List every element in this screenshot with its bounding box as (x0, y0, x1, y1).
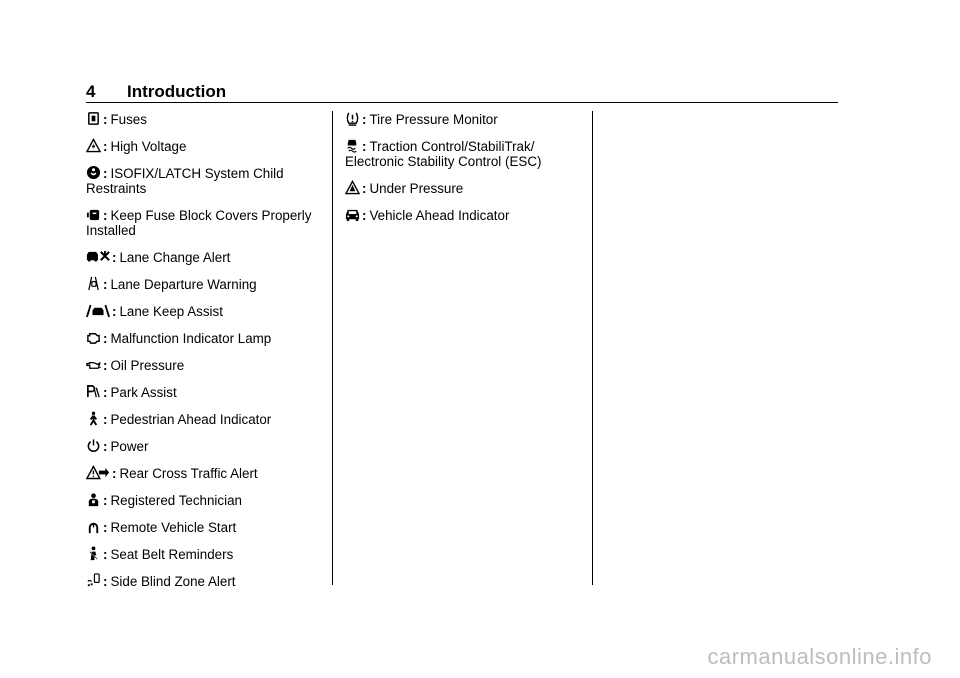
list-item-label: Remote Vehicle Start (110, 520, 237, 535)
list-item-label: Power (110, 439, 149, 454)
vehicle-ahead-icon (345, 207, 360, 222)
list-item: : Pedestrian Ahead Indicator (86, 411, 322, 427)
list-item: : Remote Vehicle Start (86, 519, 322, 535)
page-header (86, 81, 838, 103)
column-divider (332, 111, 333, 585)
list-item-label: Tire Pressure Monitor (369, 112, 498, 127)
list-item: : ISOFIX/LATCH System Child Restraints (86, 166, 284, 196)
list-item-label: Fuses (110, 112, 147, 127)
engine-icon (86, 330, 101, 345)
lane-departure-icon (86, 276, 101, 291)
power-icon (86, 438, 101, 453)
list-item-label: Under Pressure (369, 181, 464, 196)
list-item-label: Lane Change Alert (119, 250, 231, 265)
park-assist-icon (86, 384, 101, 399)
list-item-label: Seat Belt Reminders (110, 547, 234, 562)
list-item: : Registered Technician (86, 492, 322, 508)
under-pressure-icon (345, 180, 360, 195)
side-blind-zone-icon (86, 573, 101, 588)
fuse-icon (86, 111, 101, 126)
pedestrian-icon (86, 411, 101, 426)
traction-control-icon (345, 138, 360, 153)
list-item: : Power (86, 438, 322, 454)
column-divider (592, 111, 593, 585)
list-item: : Lane Departure Warning (86, 276, 322, 292)
list-item: : Keep Fuse Block Covers Properly Installed (86, 208, 312, 238)
list-item-label: High Voltage (110, 139, 187, 154)
list-item: : Lane Change Alert (86, 249, 322, 265)
seat-belt-icon (86, 546, 101, 561)
list-item: : High Voltage (86, 138, 322, 154)
list-item: : Side Blind Zone Alert (86, 573, 322, 589)
list-item-label: Lane Departure Warning (110, 277, 257, 292)
list-item-label: Pedestrian Ahead Indicator (110, 412, 272, 427)
list-item: : Seat Belt Reminders (86, 546, 322, 562)
technician-icon (86, 492, 101, 507)
rear-cross-traffic-icon (86, 465, 110, 480)
list-item: : Rear Cross Traffic Alert (86, 465, 322, 481)
list-item: : Under Pressure (345, 180, 581, 196)
list-item-label: Rear Cross Traffic Alert (119, 466, 258, 481)
page-title: Introduction (127, 82, 227, 101)
fuse-block-cover-icon (86, 207, 101, 222)
left-column (86, 111, 322, 600)
list-item-label: Registered Technician (110, 493, 242, 508)
child-restraint-icon (86, 165, 101, 180)
list-item: : Tire Pressure Monitor (345, 111, 581, 127)
list-item: : Malfunction Indicator Lamp (86, 330, 322, 346)
list-item: : Oil Pressure (86, 357, 322, 373)
tire-pressure-icon (345, 111, 360, 126)
middle-column (345, 111, 581, 234)
list-item-label: Side Blind Zone Alert (110, 574, 236, 589)
list-item: : Fuses (86, 111, 322, 127)
oil-can-icon (86, 357, 101, 372)
list-item-label: Park Assist (110, 385, 177, 400)
list-item-label: Lane Keep Assist (119, 304, 223, 319)
lane-keep-icon (86, 303, 110, 318)
list-item-label: Malfunction Indicator Lamp (110, 331, 272, 346)
list-item-label: Oil Pressure (110, 358, 185, 373)
list-item-label: Keep Fuse Block Covers Properly Installed (86, 208, 312, 238)
list-item-label: Vehicle Ahead Indicator (369, 208, 510, 223)
list-item: : Vehicle Ahead Indicator (345, 207, 581, 223)
list-item-label: ISOFIX/LATCH System Child Restraints (86, 166, 284, 196)
list-item: : Park Assist (86, 384, 322, 400)
watermark: carmanualsonline.info (707, 644, 932, 669)
page-number: 4 (86, 82, 96, 101)
list-item: : Traction Control/StabiliTrak/ Electronic Stability Control (ESC) (345, 139, 542, 169)
list-item: : Lane Keep Assist (86, 303, 322, 319)
lane-change-alert-icon (86, 249, 110, 264)
list-item-label: Traction Control/StabiliTrak/ Electronic Stability Control (ESC) (345, 139, 542, 169)
remote-start-icon (86, 519, 101, 534)
high-voltage-icon (86, 138, 101, 153)
